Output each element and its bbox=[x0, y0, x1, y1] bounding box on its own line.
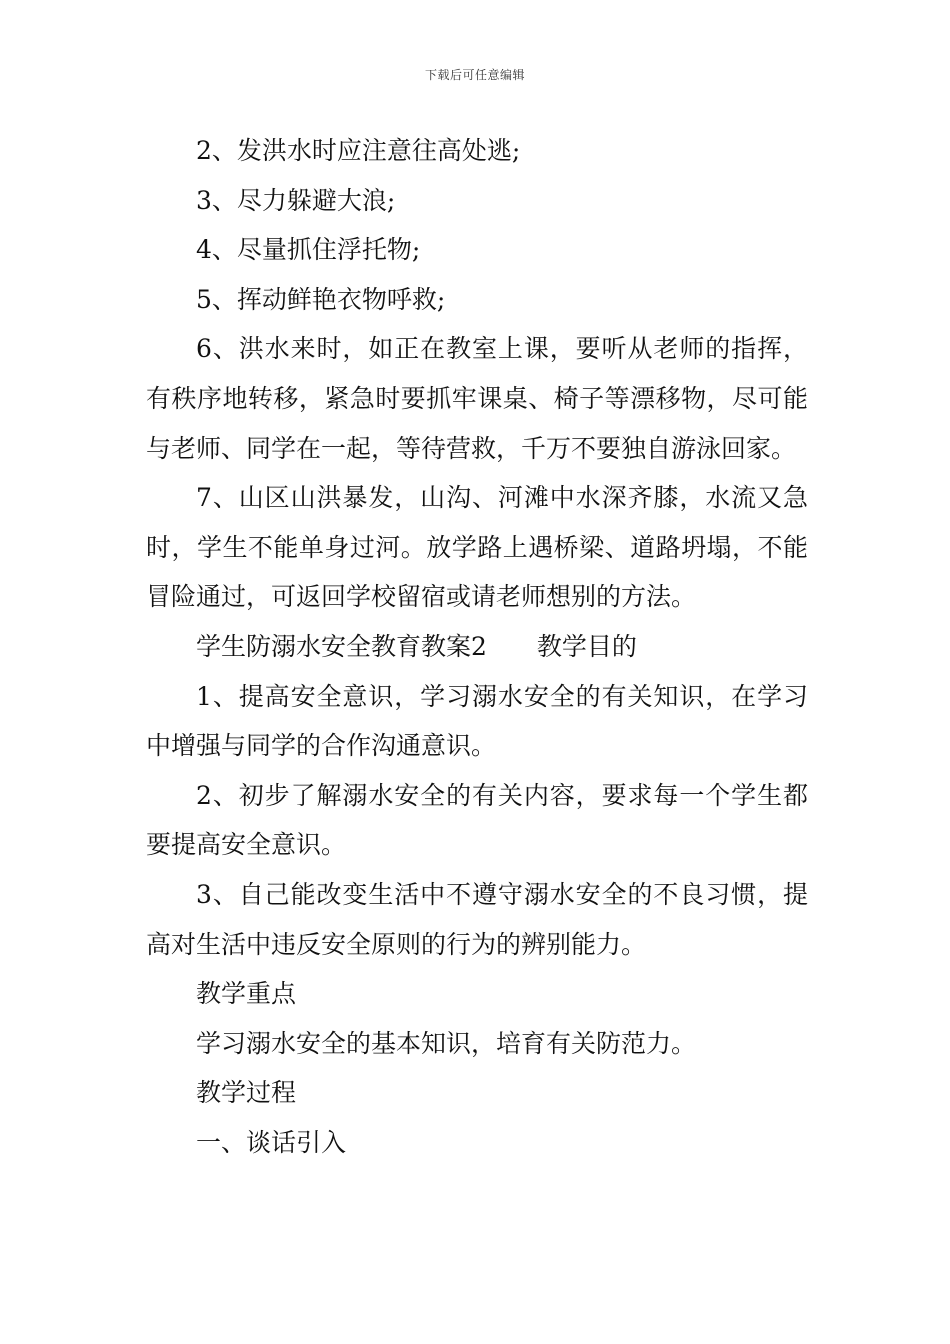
objective-3: 3、自己能改变生活中不遵守溺水安全的不良习惯，提高对生活中违反安全原则的行为的辨别能力。 bbox=[146, 879, 808, 959]
paragraph-item-5: 5、挥动鲜艳衣物呼救; bbox=[196, 284, 446, 314]
key-points-text: 学习溺水安全的基本知识，培育有关防范力。 bbox=[196, 1028, 697, 1058]
paragraph-item-6: 6、洪水来时，如正在教室上课，要听从老师的指挥，有秩序地转移，紧急时要抓牢课桌、椅子等漂移物，尽可能与老师、同学在一起，等待营救，千万不要独自游泳回家。 bbox=[146, 334, 808, 463]
heading-introduction: 一、谈话引入 bbox=[196, 1127, 347, 1157]
objective-1: 1、提高安全意识，学习溺水安全的有关知识，在学习中增强与同学的合作沟通意识。 bbox=[146, 681, 808, 761]
heading-teaching-process: 教学过程 bbox=[196, 1078, 297, 1108]
paragraph-item-3: 3、尽力躲避大浪; bbox=[196, 185, 396, 215]
section-title-lesson-2: 学生防溺水安全教育教案2 教学目的 bbox=[196, 631, 637, 661]
paragraph-item-4: 4、尽量抓住浮托物; bbox=[196, 235, 421, 265]
paragraph-item-7: 7、山区山洪暴发，山沟、河滩中水深齐膝，水流又急时，学生不能单身过河。放学路上遇桥梁、道路坍塌，不能冒险通过，可返回学校留宿或请老师想别的方法。 bbox=[146, 483, 808, 612]
paragraph-item-2: 2、发洪水时应注意往高处逃; bbox=[196, 136, 521, 165]
page-header: 下载后可任意编辑 bbox=[424, 68, 525, 82]
document-body bbox=[146, 126, 808, 1167]
heading-key-points: 教学重点 bbox=[196, 979, 297, 1009]
objective-2: 2、初步了解溺水安全的有关内容，要求每一个学生都要提高安全意识。 bbox=[146, 780, 808, 860]
